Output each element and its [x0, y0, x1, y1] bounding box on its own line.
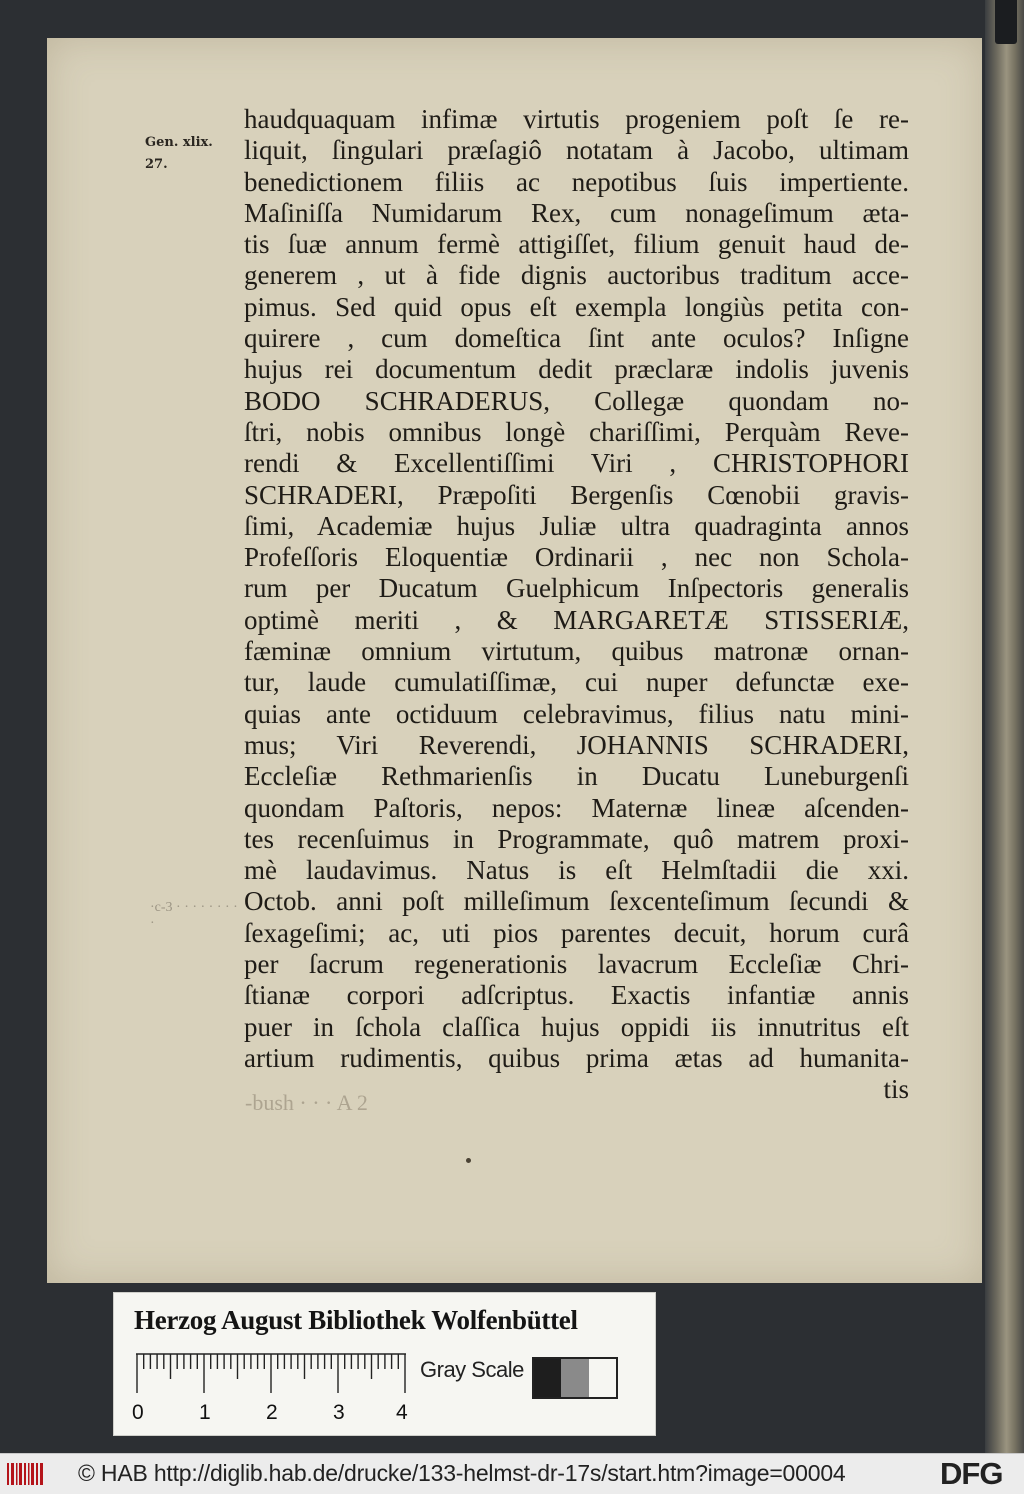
text-line: Profeſſoris Eloquentiæ Ordinarii , nec non Schola-: [244, 542, 909, 573]
text-line: ſexageſimi; ac, uti pios parentes decuit, horum curâ: [244, 917, 909, 948]
text-line: Octob. anni poſt milleſimum ſexcenteſimum ſecundi &: [244, 886, 909, 917]
text-line: tis ſuæ annum fermè attigiſſet, filium genuit haud de-: [244, 229, 909, 260]
text-line: liquit, ſingulari præſagiô notatam à Jacobo, ultimam: [244, 135, 909, 166]
text-line: generem , ut à fide dignis auctoribus traditum acce-: [244, 260, 909, 291]
body-text: [244, 104, 909, 1106]
source-url-bar: [0, 1453, 1024, 1494]
text-line: SCHRADERI, Præpoſiti Bergenſis Cœnobii gravis-: [244, 479, 909, 510]
text-line: quirere , cum domeſtica ſint ante oculos? Inſigne: [244, 323, 909, 354]
ruler-number-0: 0: [132, 1401, 144, 1424]
source-url[interactable]: © HAB http://diglib.hab.de/drucke/133-helmst-dr-17s/start.htm?image=00004: [78, 1460, 846, 1486]
ruler-number-4: 4: [396, 1401, 408, 1424]
text-line: mus; Viri Reverendi, JOHANNIS SCHRADERI,: [244, 729, 909, 760]
text-line: BODO SCHRADERUS, Collegæ quondam no-: [244, 385, 909, 416]
text-line: mè laudavimus. Natus is eſt Helmſtadii die xxi.: [244, 855, 909, 886]
gray-scale-label: Gray Scale: [420, 1357, 524, 1382]
text-line: Maſiniſſa Numidarum Rex, cum nonageſimum æta-: [244, 197, 909, 228]
text-line: rum per Ducatum Guelphicum Inſpectoris generalis: [244, 573, 909, 604]
ruler: [136, 1353, 416, 1397]
library-name: Herzog August Bibliothek Wolfenbüttel: [134, 1305, 578, 1335]
gray-swatches: [532, 1357, 618, 1399]
text-line: ſimi, Academiæ hujus Juliæ ultra quadraginta annos: [244, 510, 909, 541]
ruler-number-2: 2: [266, 1401, 278, 1424]
text-line: optimè meriti , & MARGARETÆ STISSERIÆ,: [244, 604, 909, 635]
show-through-text: ·c-3 · · · · · · · · ·: [150, 900, 238, 931]
text-line: quias ante octiduum celebravimus, filius natu mini-: [244, 698, 909, 729]
text-line: per ſacrum regenerationis lavacrum Eccleſiæ Chri-: [244, 949, 909, 980]
swatch-gray: [561, 1359, 588, 1397]
text-line: pimus. Sed quid opus eſt exempla longiùs petita con-: [244, 291, 909, 322]
margin-note: Gen. xlix. 27.: [145, 135, 213, 172]
text-line: ſtri, nobis omnibus longè chariſſimi, Perquàm Reve-: [244, 416, 909, 447]
color-scale-card: [113, 1292, 656, 1436]
ink-speck: [466, 1158, 471, 1163]
dfg-logo: DFG: [936, 1456, 1002, 1492]
book-clip: [995, 0, 1017, 44]
ruler-number-1: 1: [199, 1401, 211, 1424]
text-line: hujus rei documentum dedit præclaræ indolis juvenis: [244, 354, 909, 385]
text-line: Eccleſiæ Rethmarienſis in Ducatu Luneburgenſi: [244, 761, 909, 792]
catchword: tis: [883, 1074, 909, 1105]
text-line: puer in ſchola claſſica hujus oppidi iis innutritus eſt: [244, 1011, 909, 1042]
text-line: rendi & Excellentiſſimi Viri , CHRISTOPHORI: [244, 448, 909, 479]
swatch-white: [589, 1359, 616, 1397]
adjacent-page-edges: [985, 0, 1024, 1453]
text-line: artium rudimentis, quibus prima ætas ad humanita-: [244, 1042, 909, 1073]
show-through-text-bottom: -bush · · · A 2: [245, 1090, 368, 1115]
hab-barcode-icon: [6, 1461, 46, 1487]
text-line: benedictionem filiis ac nepotibus ſuis impertiente.: [244, 166, 909, 197]
text-line: tes recenſuimus in Programmate, quô matrem proxi-: [244, 823, 909, 854]
text-line: tur, laude cumulatiſſimæ, cui nuper defunctæ exe-: [244, 667, 909, 698]
swatch-black: [534, 1359, 561, 1397]
text-line: ſtianæ corpori adſcriptus. Exactis infantiæ annis: [244, 980, 909, 1011]
ruler-number-3: 3: [333, 1401, 345, 1424]
text-line: haudquaquam infimæ virtutis progeniem poſt ſe re-: [244, 104, 909, 134]
text-line: fæminæ omnium virtutum, quibus matronæ ornan-: [244, 636, 909, 667]
text-line: quondam Paſtoris, nepos: Maternæ lineæ aſcenden-: [244, 792, 909, 823]
